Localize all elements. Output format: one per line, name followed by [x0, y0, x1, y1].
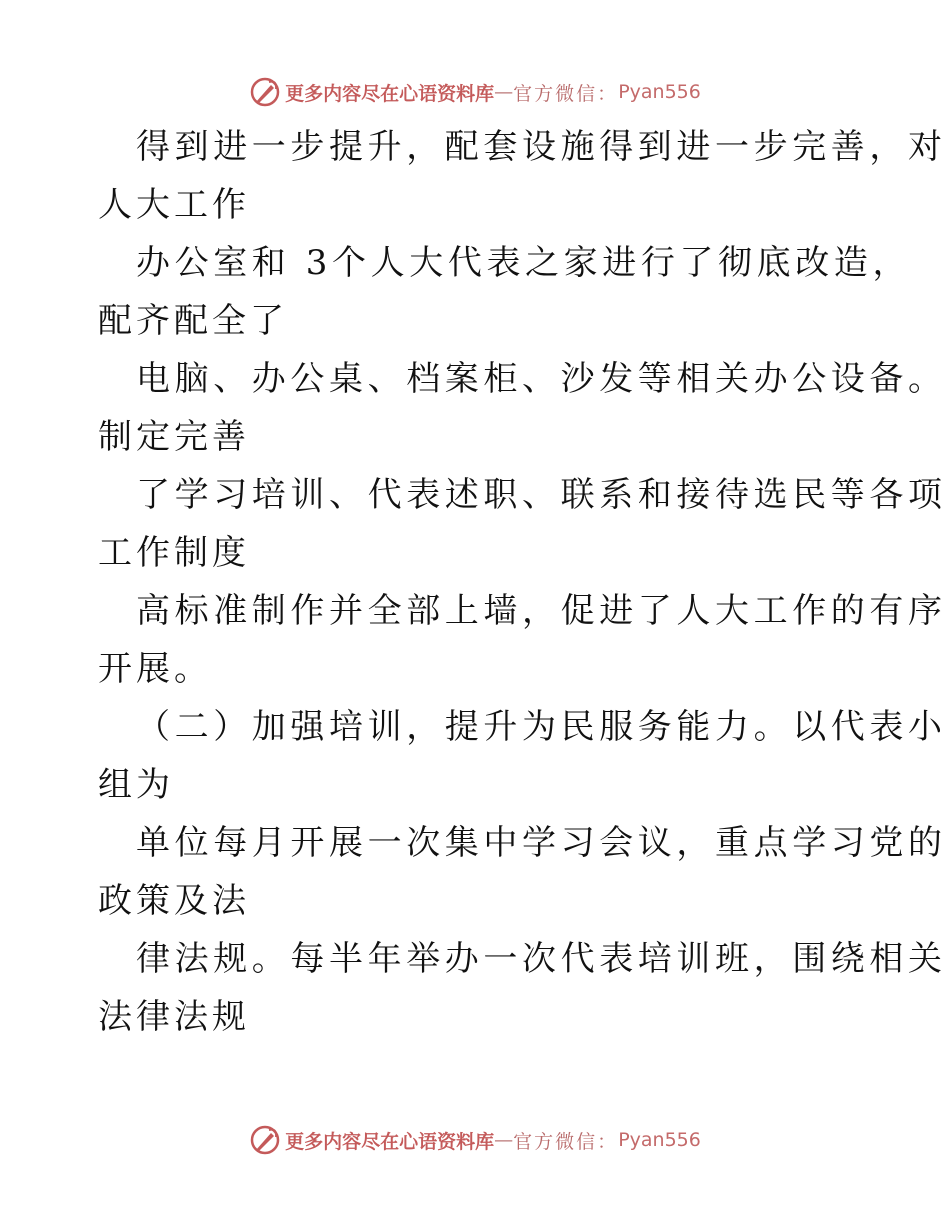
text-line: 人大工作: [98, 185, 250, 225]
text-line: 法律法规: [98, 997, 250, 1037]
quill-pen-logo-icon: [249, 76, 281, 108]
text-line: 电脑、办公桌、档案柜、沙发等相关办公设备。: [136, 359, 947, 399]
banner-wechat-label: 官方微信：: [513, 1130, 619, 1153]
text-line: 配齐配全了: [98, 301, 288, 341]
banner-wechat-id: Pyan556: [618, 81, 701, 103]
text-line: 得到进一步提升，配套设施得到进一步完善，对: [136, 127, 947, 167]
text-line: 律法规。每半年举办一次代表培训班，围绕相关: [136, 939, 947, 979]
banner-wechat-label: 官方微信：: [513, 82, 619, 105]
text-line: （二）加强培训，提升为民服务能力。以代表小: [136, 707, 947, 747]
body-text: [98, 118, 947, 1046]
text-line: 开展。: [98, 649, 212, 689]
text-line: 组为: [98, 765, 174, 805]
banner-dash: —: [494, 81, 514, 103]
banner-title: 更多内容尽在心语资料库: [285, 82, 495, 105]
text-line: 高标准制作并全部上墙，促进了人大工作的有序: [136, 591, 947, 631]
banner-wechat-id: Pyan556: [618, 1129, 701, 1151]
text-line: 制定完善: [98, 417, 250, 457]
header-banner: [0, 72, 950, 112]
text-line: 单位每月开展一次集中学习会议，重点学习党的: [136, 823, 947, 863]
footer-banner: [0, 1120, 950, 1160]
banner-dash: —: [494, 1129, 514, 1151]
quill-pen-logo-icon: [249, 1124, 281, 1156]
text-line: 政策及法: [98, 881, 250, 921]
text-line: 了学习培训、代表述职、联系和接待选民等各项: [136, 475, 947, 515]
text-line: 办公室和 3个人大代表之家进行了彻底改造，: [136, 243, 912, 283]
banner-title: 更多内容尽在心语资料库: [285, 1130, 495, 1153]
text-line: 工作制度: [98, 533, 250, 573]
